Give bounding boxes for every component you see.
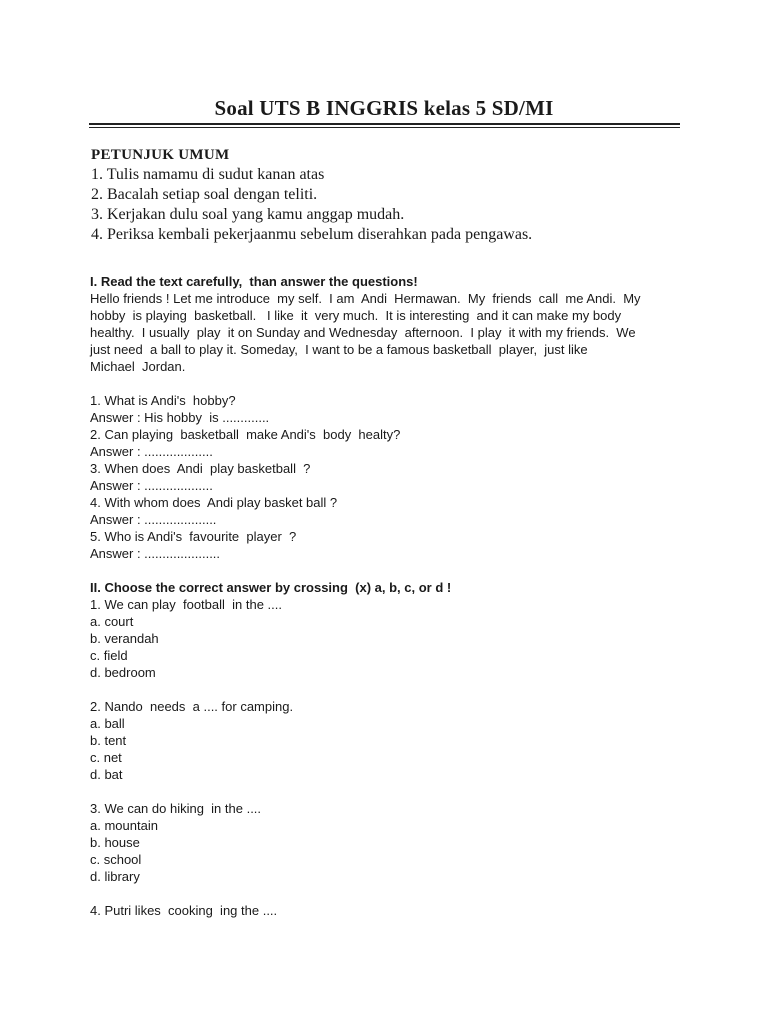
answer-option: b. tent	[90, 733, 127, 748]
answer-option: c. school	[90, 852, 142, 867]
question-text: 4. With whom does Andi play basket ball ?	[90, 495, 338, 510]
answer-line: Answer : .....................	[90, 546, 221, 561]
spacer	[90, 885, 672, 902]
answer-option: a. mountain	[90, 818, 158, 833]
answer-line: Answer : ...................	[90, 478, 213, 493]
instructions-block	[91, 145, 691, 245]
instruction-item: 2. Bacalah setiap soal dengan teliti.	[91, 186, 318, 203]
question-text: 2. Nando needs a .... for camping.	[90, 699, 294, 714]
answer-option: c. net	[90, 750, 122, 765]
question-text: 5. Who is Andi's favourite player ?	[90, 529, 297, 544]
answer-option: d. bedroom	[90, 665, 156, 680]
answer-line: Answer : ....................	[90, 512, 217, 527]
answer-option: d. bat	[90, 767, 123, 782]
instruction-item: 1. Tulis namamu di sudut kanan atas	[91, 166, 325, 183]
answer-option: b. house	[90, 835, 140, 850]
question-text: 4. Putri likes cooking ing the ....	[90, 903, 278, 918]
answer-option: a. court	[90, 614, 134, 629]
section-2-heading: II. Choose the correct answer by crossing (x) a, b, c, or d !	[90, 580, 452, 595]
title-rule-thin	[89, 127, 680, 128]
section-1-heading: I. Read the text carefully, than answer the questions!	[90, 274, 418, 289]
instruction-item: 3. Kerjakan dulu soal yang kamu anggap mudah.	[91, 206, 405, 223]
answer-option: d. library	[90, 869, 140, 884]
instructions-heading: PETUNJUK UMUM	[91, 147, 230, 163]
spacer	[90, 783, 672, 800]
question-text: 3. When does Andi play basketball ?	[90, 461, 311, 476]
question-text: 2. Can playing basketball make Andi's body healty?	[90, 427, 401, 442]
title-rule-thick	[89, 123, 680, 125]
answer-line: Answer : ...................	[90, 444, 213, 459]
reading-passage-line: healthy. I usually play it on Sunday and Wednesday afternoon. I play it with my friends. We	[90, 325, 636, 340]
question-text: 1. What is Andi's hobby?	[90, 393, 236, 408]
answer-option: c. field	[90, 648, 128, 663]
reading-passage-line: Michael Jordan.	[90, 359, 186, 374]
answer-line: Answer : His hobby is .............	[90, 410, 270, 425]
document-title: Soal UTS B INGGRIS kelas 5 SD/MI	[214, 96, 554, 120]
reading-passage-line: hobby is playing basketball. I like it very much. It is interesting and it can make my body	[90, 308, 622, 323]
question-text: 1. We can play football in the ....	[90, 597, 282, 612]
answer-option: a. ball	[90, 716, 125, 731]
reading-passage-line: just need a ball to play it. Someday, I want to be a famous basketball player, just like	[90, 342, 588, 357]
instruction-item: 4. Periksa kembali pekerjaanmu sebelum diserahkan pada pengawas.	[91, 226, 533, 243]
reading-passage-line: Hello friends ! Let me introduce my self. I am Andi Hermawan. My friends call me Andi. My	[90, 291, 641, 306]
question-text: 3. We can do hiking in the ....	[90, 801, 262, 816]
spacer	[90, 562, 672, 579]
exam-body	[90, 273, 672, 919]
answer-option: b. verandah	[90, 631, 159, 646]
spacer	[90, 375, 672, 392]
spacer	[90, 681, 672, 698]
